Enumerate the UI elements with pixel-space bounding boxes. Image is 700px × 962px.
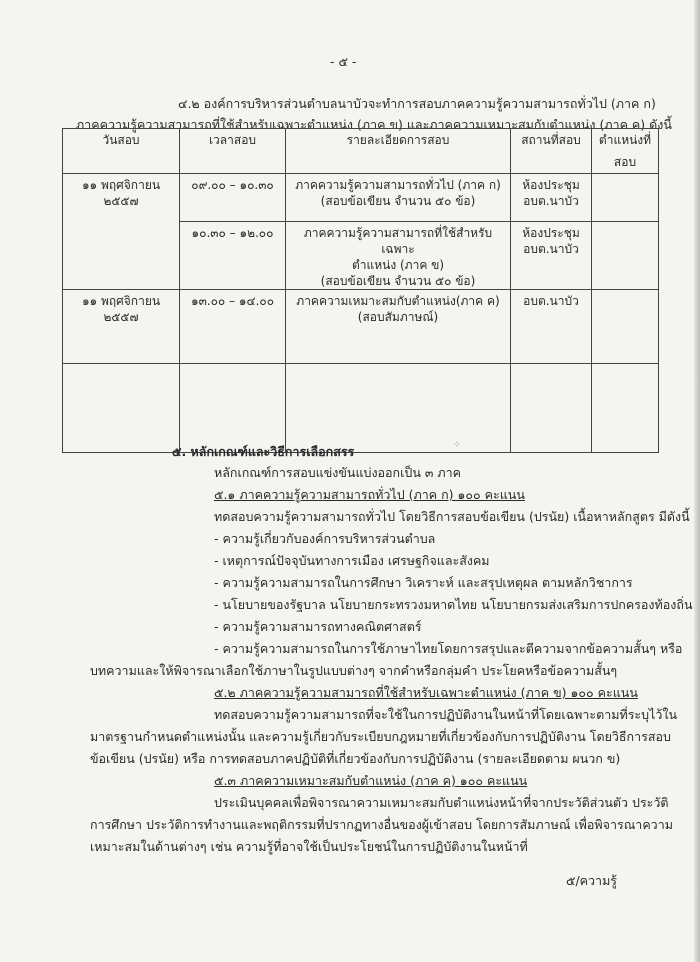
section-5-3-line: การศึกษา ประวัติการทำงานและพฤติกรรมที่ปรากฏทางอื่นของผู้เข้าสอบ โดยการสัมภาษณ์ เพื่อพิจารณาความ — [90, 817, 673, 832]
section-5-2-line: มาตรฐานกำหนดตำแหน่งนั้น และความรู้เกี่ยวกับระเบียบกฎหมายที่เกี่ยวข้องกับการปฏิบัติงาน โดยวิธีการสอบ — [90, 729, 671, 744]
place-line: ห้องประชุม — [522, 178, 580, 192]
date-text: ๑๑ พฤศจิกายน — [81, 294, 161, 308]
empty-cell — [63, 364, 180, 453]
list-item: - ความรู้ความสามารถในการศึกษา วิเคราะห์ และสรุปเหตุผล ตามหลักวิชาการ — [214, 575, 633, 590]
list-item: - ความรู้เกี่ยวกับองค์การบริหารส่วนตำบล — [214, 531, 436, 546]
list-item: - เหตุการณ์ปัจจุบันทางการเมือง เศรษฐกิจและสังคม — [214, 553, 490, 568]
header-exam-place: สถานที่สอบ — [511, 129, 592, 174]
time-cell: ๑๓.๐๐ – ๑๔.๐๐ — [180, 290, 286, 364]
section-5-heading: ๕. หลักเกณฑ์และวิธีการเลือกสรร — [172, 444, 355, 459]
empty-cell — [511, 364, 592, 453]
details-line: ตำแหน่ง (ภาค ข) — [351, 258, 445, 272]
year-text: ๒๕๕๗ — [103, 194, 139, 208]
section-5-1-title: ๕.๑ ภาคความรู้ความสามารถทั่วไป (ภาค ก) ๑๐๐ คะแนน — [214, 487, 525, 502]
details-line: (สอบสัมภาษณ์) — [357, 310, 439, 324]
header-exam-position: ตำแหน่งที่สอบ — [592, 129, 659, 174]
year-text: ๒๕๕๗ — [103, 310, 139, 324]
list-item: - ความรู้ความสามารถในการใช้ภาษาไทยโดยการสรุปและตีความจากข้อความสั้นๆ หรือ — [214, 641, 683, 656]
place-line: อบต.นาบัว — [523, 194, 579, 208]
table-row — [63, 290, 659, 364]
header-exam-date: วันสอบ — [63, 129, 180, 174]
place-cell: อบต.นาบัว — [511, 290, 592, 364]
section-5-2-line: ข้อเขียน (ปรนัย) หรือ การทดสอบภาคปฏิบัติที่เกี่ยวข้องกับการปฏิบัติงาน (รายละเอียดตาม ผนวก ข) — [90, 751, 621, 766]
empty-cell — [286, 364, 511, 453]
header-exam-time: เวลาสอบ — [180, 129, 286, 174]
scan-edge — [694, 0, 700, 962]
header-exam-details: รายละเอียดการสอบ — [286, 129, 511, 174]
empty-cell — [592, 364, 659, 453]
position-cell — [592, 290, 659, 364]
list-item: - นโยบายของรัฐบาล นโยบายกระทรวงมหาดไทย นโยบายกรมส่งเสริมการปกครองท้องถิ่น — [214, 597, 693, 612]
position-cell — [592, 222, 659, 290]
table-header-row — [63, 129, 659, 174]
scan-speck: ⁘ — [453, 440, 461, 450]
place-line: อบต.นาบัว — [523, 242, 579, 256]
time-cell: ๑๐.๓๐ – ๑๒.๐๐ — [180, 222, 286, 290]
position-cell — [592, 174, 659, 222]
empty-cell — [180, 364, 286, 453]
list-item: - ความรู้ความสามารถทางคณิตศาสตร์ — [214, 619, 422, 634]
section-5-3-title: ๕.๓ ภาคความเหมาะสมกับตำแหน่ง (ภาค ค) ๑๐๐ คะแนน — [214, 773, 528, 788]
exam-schedule-table — [62, 128, 659, 453]
time-cell: ๐๙.๐๐ – ๑๐.๓๐ — [180, 174, 286, 222]
details-line: ภาคความเหมาะสมกับตำแหน่ง(ภาค ค) — [296, 294, 500, 308]
section-5-lead: หลักเกณฑ์การสอบแข่งขันแบ่งออกเป็น ๓ ภาค — [214, 465, 461, 480]
place-cell — [511, 222, 592, 290]
place-cell — [511, 174, 592, 222]
details-cell — [286, 174, 511, 222]
section-5-2-title: ๕.๒ ภาคความรู้ความสามารถที่ใช้สำหรับเฉพาะตำแหน่ง (ภาค ข) ๑๐๐ คะแนน — [214, 685, 638, 700]
section-5-3-line: เหมาะสมในด้านต่างๆ เช่น ความรู้ที่อาจใช้เป็นประโยชน์ในการปฏิบัติงานในหน้าที่ — [90, 839, 528, 854]
intro-line-1: ๔.๒ องค์การบริหารส่วนตำบลนาบัวจะทำการสอบภาคความรู้ความสามารถทั่วไป (ภาค ก) — [178, 96, 656, 111]
details-cell — [286, 222, 511, 290]
list-item-continuation: บทความและให้พิจารณาเลือกใช้ภาษาในรูปแบบต่างๆ จากคำหรือกลุ่มคำ ประโยคหรือข้อความสั้นๆ — [90, 663, 618, 678]
details-line: (สอบข้อเขียน จำนวน ๕๐ ข้อ) — [320, 274, 476, 288]
place-line: ห้องประชุม — [522, 226, 580, 240]
details-line: (สอบข้อเขียน จำนวน ๕๐ ข้อ) — [320, 194, 476, 208]
section-5-2-line: ทดสอบความรู้ความสามารถที่จะใช้ในการปฏิบัติงานในหน้าที่โดยเฉพาะตามที่ระบุไว้ใน — [214, 707, 678, 722]
details-cell — [286, 290, 511, 364]
date-text: ๑๑ พฤศจิกายน — [81, 178, 161, 192]
section-5-1-text: ทดสอบความรู้ความสามารถทั่วไป โดยวิธีการสอบข้อเขียน (ปรนัย) เนื้อหาหลักสูตร มีดังนี้ — [214, 509, 690, 524]
details-line: ภาคความรู้ความสามารถที่ใช้สำหรับเฉพาะ — [303, 226, 493, 256]
section-5-3-line: ประเมินบุคคลเพื่อพิจารณาความเหมาะสมกับตำแหน่งหน้าที่จากประวัติส่วนตัว ประวัติ — [214, 795, 669, 810]
page-number: - ๕ - — [330, 54, 357, 69]
details-line: ภาคความรู้ความสามารถทั่วไป (ภาค ก) — [295, 178, 501, 192]
next-page-reference: ๕/ความรู้ — [566, 873, 618, 888]
date-cell — [63, 290, 180, 364]
table-row — [63, 174, 659, 222]
intro-line-2: ภาคความรู้ความสามารถที่ใช้สำหรับเฉพาะตำแหน่ง (ภาค ข) และภาคความเหมาะสมกับตำแหน่ง (ภาค ค) ดังนี้ — [76, 117, 672, 132]
date-cell — [63, 174, 180, 290]
table-row — [63, 364, 659, 453]
